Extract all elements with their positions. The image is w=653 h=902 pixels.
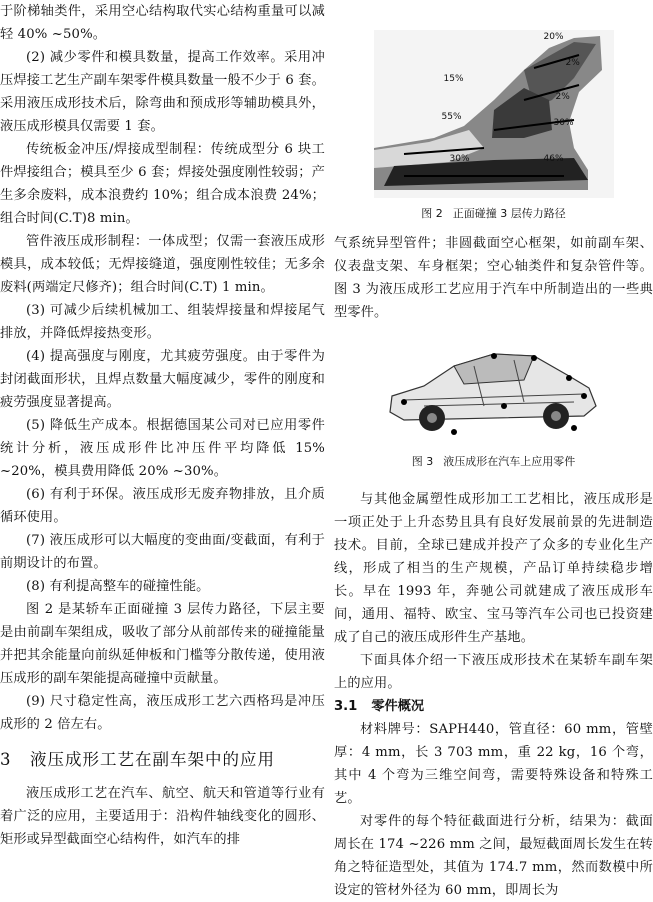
figure-number: 图 3: [411, 455, 434, 468]
load-label: 2%: [555, 92, 570, 102]
load-label: 20%: [543, 32, 564, 42]
paragraph: 于阶梯轴类件，采用空心结构取代实心结构重量可以减轻 40% ~50%。: [0, 4, 325, 42]
paragraph: 气系统异型管件；非圆截面空心框架，如前副车架、仪表盘支架、车身框架；空心轴类件和复杂管件等。图 3 为液压成形工艺应用于汽车中所制造出的一些典型零件。: [334, 236, 653, 320]
paragraph: 传统板金冲压/焊接成型制程：传统成型分 6 块工件焊接组合；模具至少 6 套；焊接处强度刚性较弱；产生多余废料，成本浪费约 10%；组合成本浪费 24%；组合时间(C.T)8 min。: [0, 142, 325, 226]
subsection-number: 3.1: [334, 699, 358, 714]
car-components-image: [384, 336, 604, 446]
figure-2: [374, 30, 614, 198]
paragraph: (6) 有利于环保。液压成形无废弃物排放，且介质循环使用。: [0, 487, 325, 525]
paragraph: 液压成形工艺在汽车、航空、航天和管道等行业有着广泛的应用，主要适用于：沿构件轴线变化的圆形、矩形或异型截面空心结构件，如汽车的排: [0, 786, 325, 847]
load-label: 30%: [553, 118, 574, 128]
figure-3: [384, 336, 604, 446]
subsection-heading: [334, 695, 653, 718]
figure-number: 图 2: [421, 207, 443, 220]
load-label: 55%: [441, 112, 462, 122]
section-title: 液压成形工艺在副车架中的应用: [30, 750, 275, 769]
left-column: [0, 0, 325, 851]
paragraph: (4) 提高强度与刚度，尤其疲劳强度。由于零件为封闭截面形状，且焊点数量大幅度减少，零件的刚度和疲劳强度显著提高。: [0, 349, 325, 410]
right-column: [334, 0, 653, 902]
paragraph: 对零件的每个特征截面进行分析，结果为：截面周长在 174 ~226 mm 之间，最短截面周长发生在转角之特征造型处，其值为 174.7 mm，然而数模中所设定的管材外径为 60 mm，即周长为: [334, 814, 653, 898]
load-label: 30%: [449, 154, 470, 164]
paragraph: 图 2 是某轿车正面碰撞 3 层传力路径，下层主要是由前副车架组成，吸收了部分从前部传来的碰撞能量并把其余能量向前纵延伸板和门槛等分散传递，使用液压成形的副车架能提高碰撞中贡献量。: [0, 602, 325, 686]
section-number: 3: [0, 750, 12, 769]
caption-text: 液压成形在汽车上应用零件: [443, 455, 576, 468]
caption-text: 正面碰撞 3 层传力路径: [452, 207, 566, 220]
crash-load-path-image: [374, 30, 614, 198]
paragraph: (7) 液压成形可以大幅度的变曲面/变截面，有利于前期设计的布置。: [0, 533, 325, 571]
paragraph: 材料牌号：SAPH440，管直径：60 mm，管壁厚：4 mm，长 3 703 mm，重 22 kg，16 个弯，其中 4 个弯为三维空间弯，需要特殊设备和特殊工艺。: [334, 722, 653, 806]
paragraph: 管件液压成形制程：一体成型；仅需一套液压成形模具，成本较低；无焊接缝道，强度刚性较佳；无多余废料(两端定尺修齐)；组合时间(C.T) 1 min。: [0, 234, 325, 295]
paragraph: (3) 可减少后续机械加工、组装焊接量和焊接尾气排放，并降低焊接热变形。: [0, 303, 325, 341]
paragraph: (9) 尺寸稳定性高，液压成形工艺六西格玛是冲压成形的 2 倍左右。: [0, 694, 325, 732]
load-label: 15%: [443, 74, 464, 84]
paragraph: 下面具体介绍一下液压成形技术在某轿车副车架上的应用。: [334, 653, 653, 691]
paragraph: (8) 有利提高整车的碰撞性能。: [26, 579, 210, 594]
load-label: 2%: [565, 58, 580, 68]
load-label: 46%: [543, 154, 564, 164]
subsection-title: 零件概况: [371, 699, 425, 714]
figure-2-caption: [334, 206, 653, 222]
paragraph: (2) 减少零件和模具数量，提高工作效率。采用冲压焊接工艺生产副车架零件模具数量一般不少于 6 套。采用液压成形技术后，除弯曲和预成形等辅助模具外，液压成形模具仅需要 1 套。: [0, 50, 325, 134]
figure-3-caption: [334, 454, 653, 470]
paragraph: (5) 降低生产成本。根据德国某公司对已应用零件统计分析，液压成形件比冲压件平均降低 15% ~20%，模具费用降低 20% ~30%。: [0, 418, 325, 479]
paragraph: 与其他金属塑性成形加工工艺相比，液压成形是一项正处于上升态势且具有良好发展前景的先进制造技术。目前，全球已建成并投产了众多的专业化生产线，形成了相当的生产规模，产品订单持续稳步增长。早在 1993 年，奔驰公司就建成了液压成形车间，通用、福特、欧宝、宝马等汽车公司也已投资建成了自己的液压成形件生产基地。: [334, 492, 653, 645]
section-heading: [0, 748, 325, 772]
